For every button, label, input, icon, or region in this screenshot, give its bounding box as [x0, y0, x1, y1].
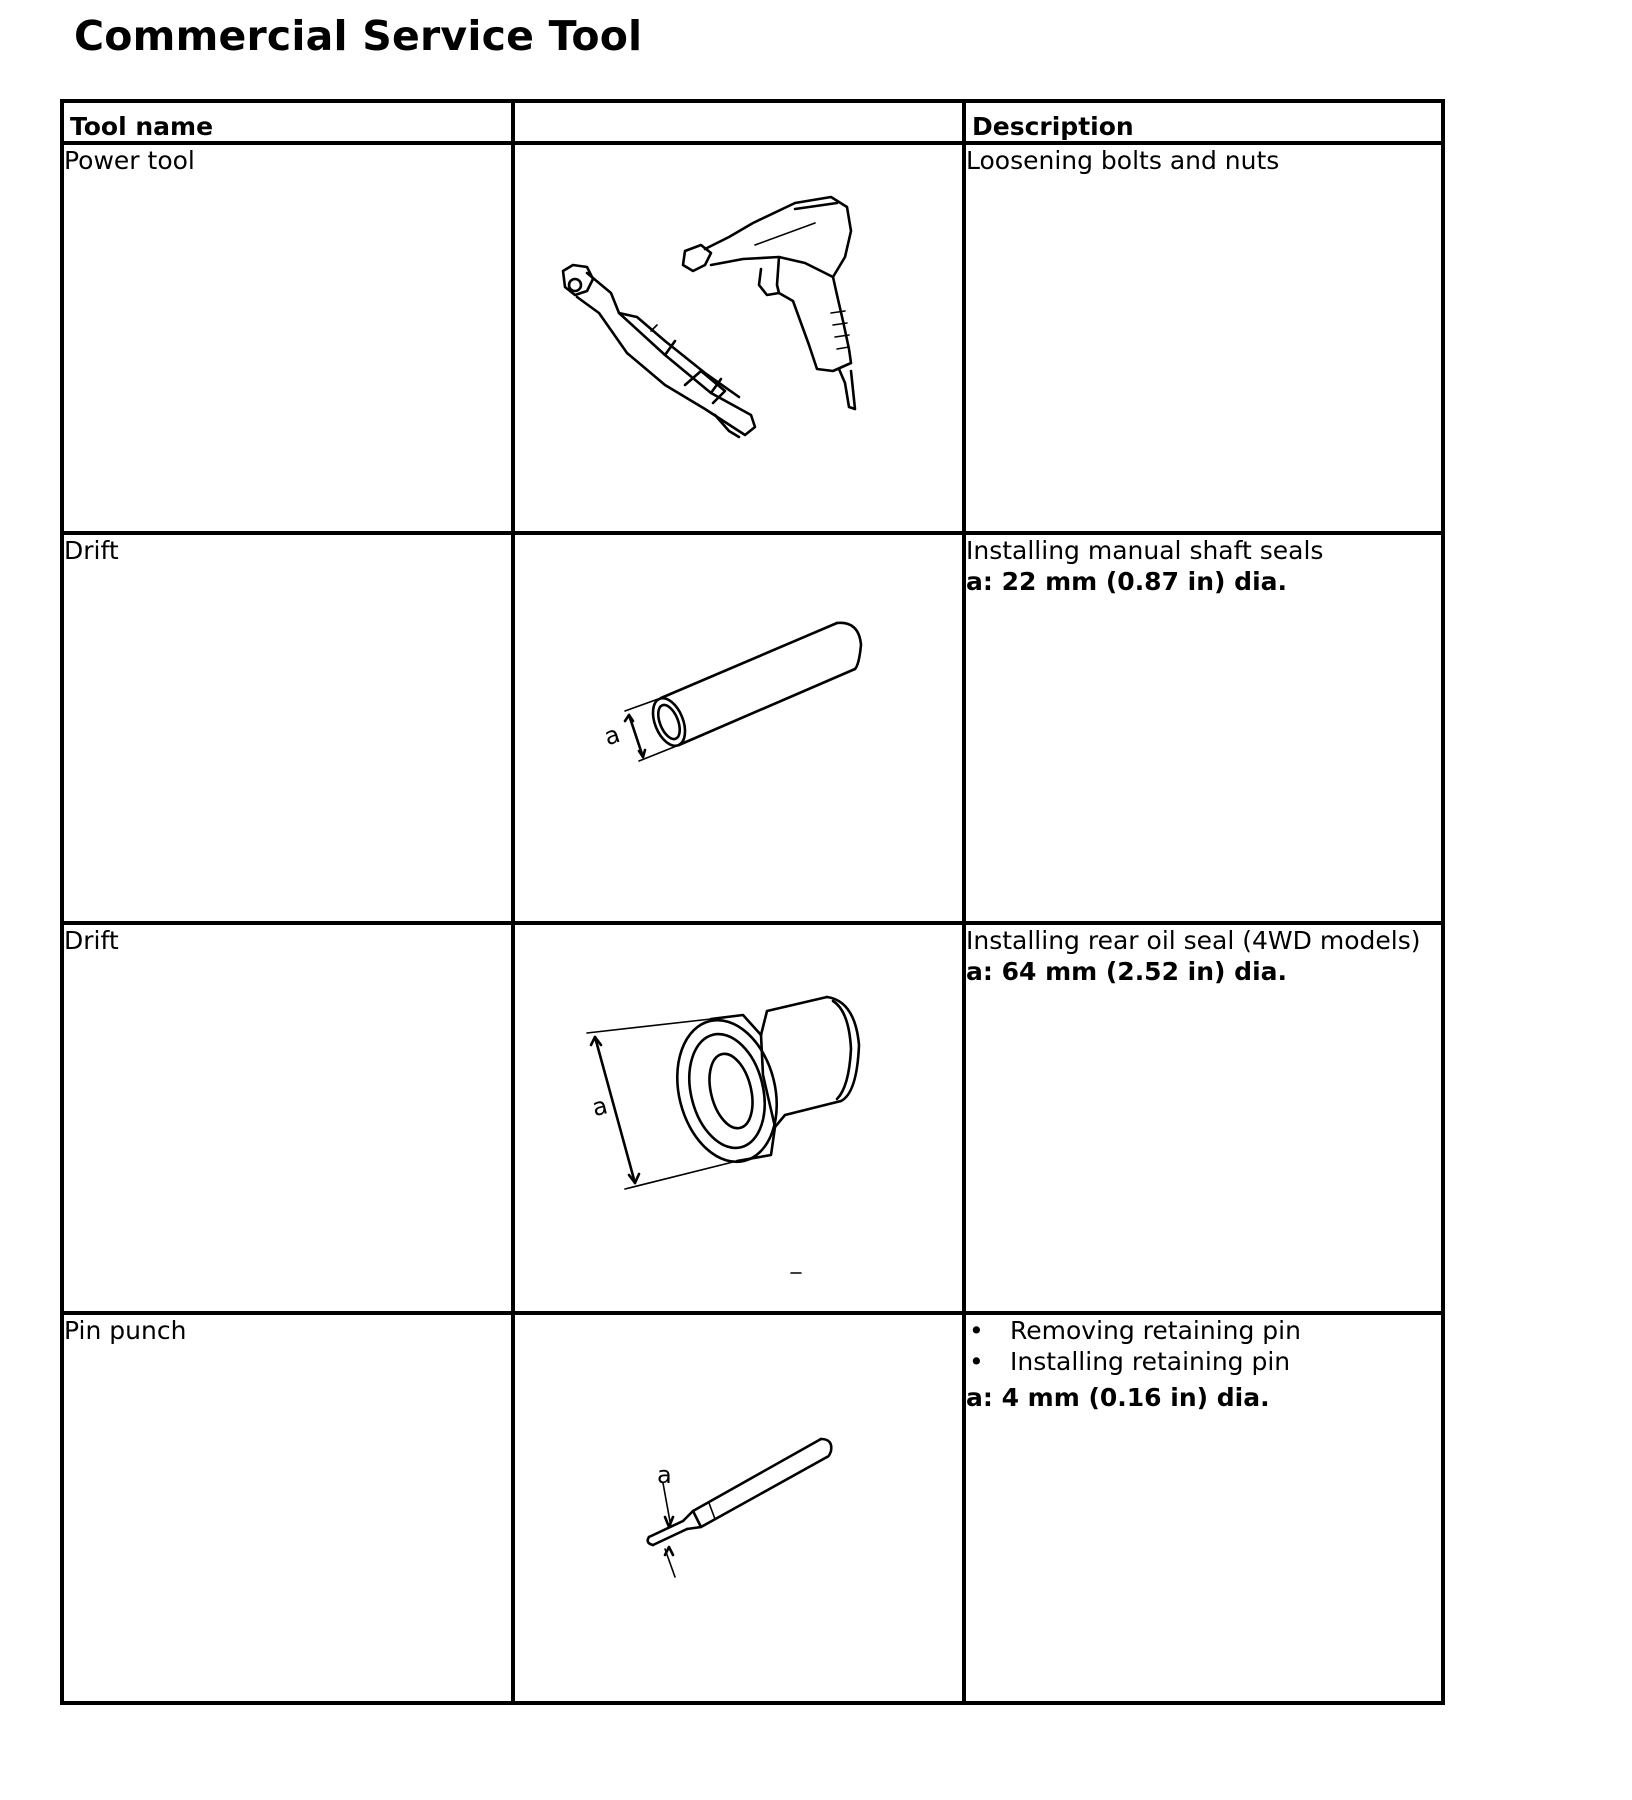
tool-name: Drift: [64, 536, 119, 565]
tool-description: Installing rear oil seal (4WD models): [966, 926, 1421, 955]
dimension-a-marker: [601, 698, 679, 761]
list-item: [966, 1346, 1441, 1377]
dimension-a-marker: [657, 1461, 675, 1577]
table-row: [62, 533, 1443, 923]
tool-description-cell: [964, 533, 1443, 923]
tool-name: Pin punch: [64, 1316, 187, 1345]
tool-spec: a: 4 mm (0.16 in) dia.: [966, 1383, 1270, 1412]
dimension-label-a: a: [600, 720, 624, 752]
tool-image-cell: [513, 533, 964, 923]
drift-tube-drawing: [647, 623, 861, 751]
tool-name-cell: [62, 1313, 513, 1703]
tool-description-cell: [964, 923, 1443, 1313]
dimension-label-a: a: [657, 1461, 672, 1489]
tool-description-cell: [964, 1313, 1443, 1703]
dimension-label-a: a: [589, 1091, 611, 1123]
stepped-drift-drawing: [663, 997, 859, 1172]
pin-punch-drawing: [648, 1439, 832, 1545]
tool-image-cell: [513, 923, 964, 1313]
usage-text: Installing retaining pin: [1010, 1347, 1291, 1376]
drift-tube-illustration: [515, 535, 958, 917]
power-tool-illustration: [515, 145, 958, 527]
table-header-row: [62, 101, 1443, 143]
usage-list: [966, 1315, 1441, 1377]
air-ratchet-drawing: [563, 265, 755, 437]
tool-image-cell: [513, 1313, 964, 1703]
tool-image-cell: [513, 143, 964, 533]
tool-description-cell: [964, 143, 1443, 533]
bullet-icon: •: [969, 1316, 984, 1345]
tool-description: Loosening bolts and nuts: [966, 146, 1280, 175]
header-description: Description: [964, 101, 1443, 143]
tool-name-cell: [62, 923, 513, 1313]
tool-name: Power tool: [64, 146, 195, 175]
tool-description: Installing manual shaft seals: [966, 536, 1324, 565]
pin-punch-illustration: [515, 1315, 958, 1697]
table-row: [62, 923, 1443, 1313]
header-image: [513, 101, 964, 143]
tool-name-cell: [62, 533, 513, 923]
table-row: [62, 1313, 1443, 1703]
table-row: [62, 143, 1443, 533]
page-title: Commercial Service Tool: [74, 12, 643, 60]
list-item: [966, 1315, 1441, 1346]
service-tool-table: [60, 99, 1445, 1705]
tool-spec: a: 22 mm (0.87 in) dia.: [966, 567, 1288, 596]
tool-spec: a: 64 mm (2.52 in) dia.: [966, 957, 1288, 986]
tool-name: Drift: [64, 926, 119, 955]
tool-name-cell: [62, 143, 513, 533]
usage-text: Removing retaining pin: [1010, 1316, 1301, 1345]
bullet-icon: •: [969, 1347, 984, 1376]
header-tool-name: Tool name: [62, 101, 513, 143]
stepped-drift-illustration: [515, 925, 958, 1307]
